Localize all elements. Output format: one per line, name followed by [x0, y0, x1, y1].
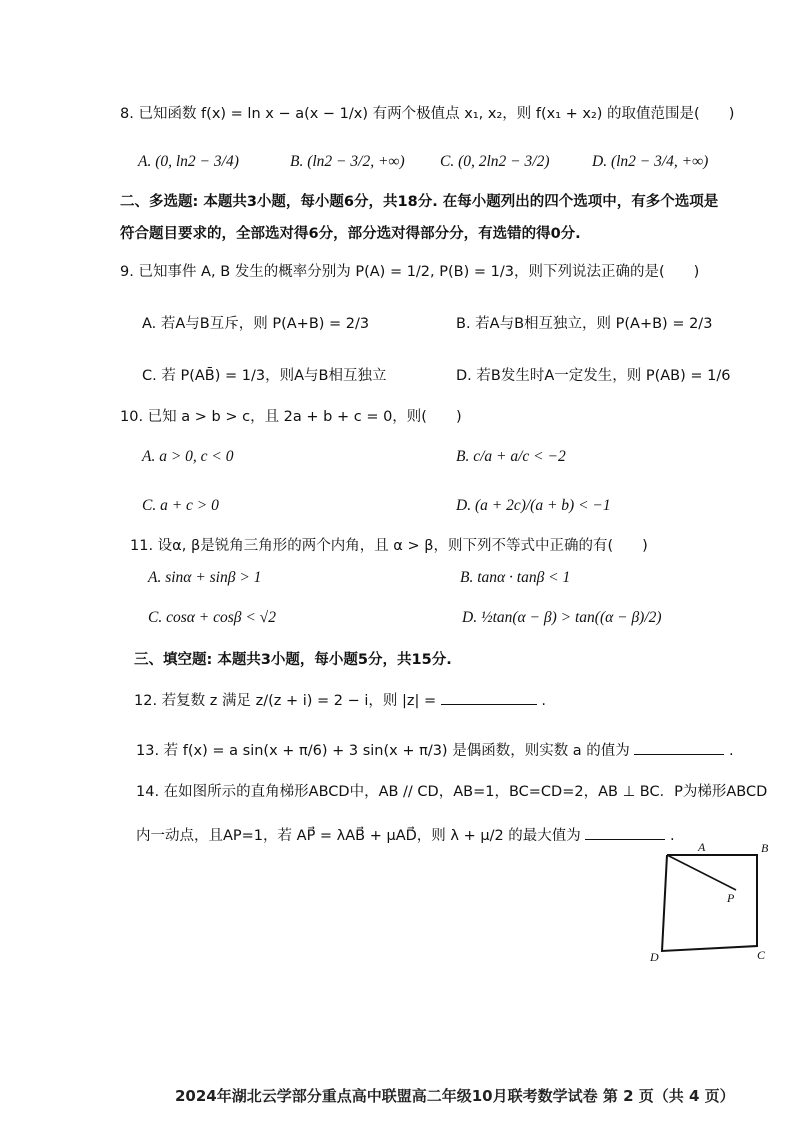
q9-option-b: B. 若A与B相互独立，则 P(A+B) = 2/3 [456, 316, 713, 332]
vertex-label-b: B [761, 841, 769, 855]
q10-option-b: B. c/a + a/c < −2 [456, 448, 566, 465]
q11-stem: 11. 设α, β是锐角三角形的两个内角，且 α > β，则下列不等式中正确的有( ) [130, 538, 648, 554]
q11-option-d: D. ½tan(α − β) > tan((α − β)/2) [462, 609, 662, 626]
trapezoid-figure [640, 838, 780, 968]
q8-option-c: C. (0, 2ln2 − 3/2) [440, 153, 550, 170]
q13-answer-blank[interactable] [634, 740, 724, 755]
q13-stem [136, 740, 734, 761]
q14-text: 内一动点，且AP=1，若 AP⃗ = λAB⃗ + μAD⃗，则 λ + μ/2 的最大值为 [136, 828, 581, 844]
q8-stem: 8. 已知函数 f(x) = ln x − a(x − 1/x) 有两个极值点 x₁, x₂，则 f(x₁ + x₂) 的取值范围是( ) [120, 106, 735, 122]
q10-option-c: C. a + c > 0 [142, 497, 219, 514]
q14-line1: 14. 在如图所示的直角梯形ABCD中，AB // CD，AB=1，BC=CD=2，AB ⊥ BC．P为梯形ABCD [136, 784, 768, 800]
vertex-label-a: A [698, 840, 706, 854]
q9-option-c: C. 若 P(AB̄) = 1/3，则A与B相互独立 [142, 368, 387, 384]
segment-ap [667, 855, 736, 890]
q10-option-a: A. a > 0, c < 0 [142, 448, 234, 465]
q12-tail: . [541, 693, 546, 709]
section2-line1: 二、多选题: 本题共3小题，每小题6分，共18分. 在每小题列出的四个选项中，有多个选项是 [120, 194, 719, 210]
section2-line2: 符合题目要求的，全部选对得6分，部分选对得部分分，有选错的得0分. [120, 226, 581, 242]
q13-text: 13. 若 f(x) = a sin(x + π/6) + 3 sin(x + π/3) 是偶函数，则实数 a 的值为 [136, 743, 630, 759]
q8-option-b: B. (ln2 − 3/2, +∞) [290, 153, 405, 170]
q9-option-d: D. 若B发生时A一定发生，则 P(AB) = 1/6 [456, 368, 731, 384]
q9-stem: 9. 已知事件 A, B 发生的概率分别为 P(A) = 1/2, P(B) = 1/3，则下列说法正确的是( ) [120, 264, 700, 280]
page-footer: 2024年湖北云学部分重点高中联盟高二年级10月联考数学试卷 第 2 页（共 4 页） [175, 1087, 735, 1105]
q13-tail: . [729, 743, 734, 759]
q10-option-d: D. (a + 2c)/(a + b) < −1 [456, 497, 611, 514]
q10-stem: 10. 已知 a > b > c，且 2a + b + c = 0，则( ) [120, 409, 462, 425]
vertex-label-d: D [650, 950, 659, 964]
trapezoid-outline [662, 855, 757, 951]
vertex-label-c: C [757, 948, 766, 962]
q11-option-a: A. sinα + sinβ > 1 [148, 569, 262, 586]
q14-tail: . [670, 828, 675, 844]
q9-option-a: A. 若A与B互斥，则 P(A+B) = 2/3 [142, 316, 370, 332]
q14-line2 [136, 825, 675, 846]
section3-line1: 三、填空题: 本题共3小题，每小题5分，共15分. [134, 652, 452, 668]
q12-text: 12. 若复数 z 满足 z/(z + i) = 2 − i，则 |z| = [134, 693, 437, 709]
q11-option-c: C. cosα + cosβ < √2 [148, 609, 276, 626]
q11-option-b: B. tanα · tanβ < 1 [460, 569, 571, 586]
q12-stem [134, 690, 546, 711]
q8-option-a: A. (0, ln2 − 3/4) [138, 153, 239, 170]
q8-option-d: D. (ln2 − 3/4, +∞) [592, 153, 709, 170]
point-label-p: P [727, 891, 735, 905]
q12-answer-blank[interactable] [441, 690, 537, 705]
